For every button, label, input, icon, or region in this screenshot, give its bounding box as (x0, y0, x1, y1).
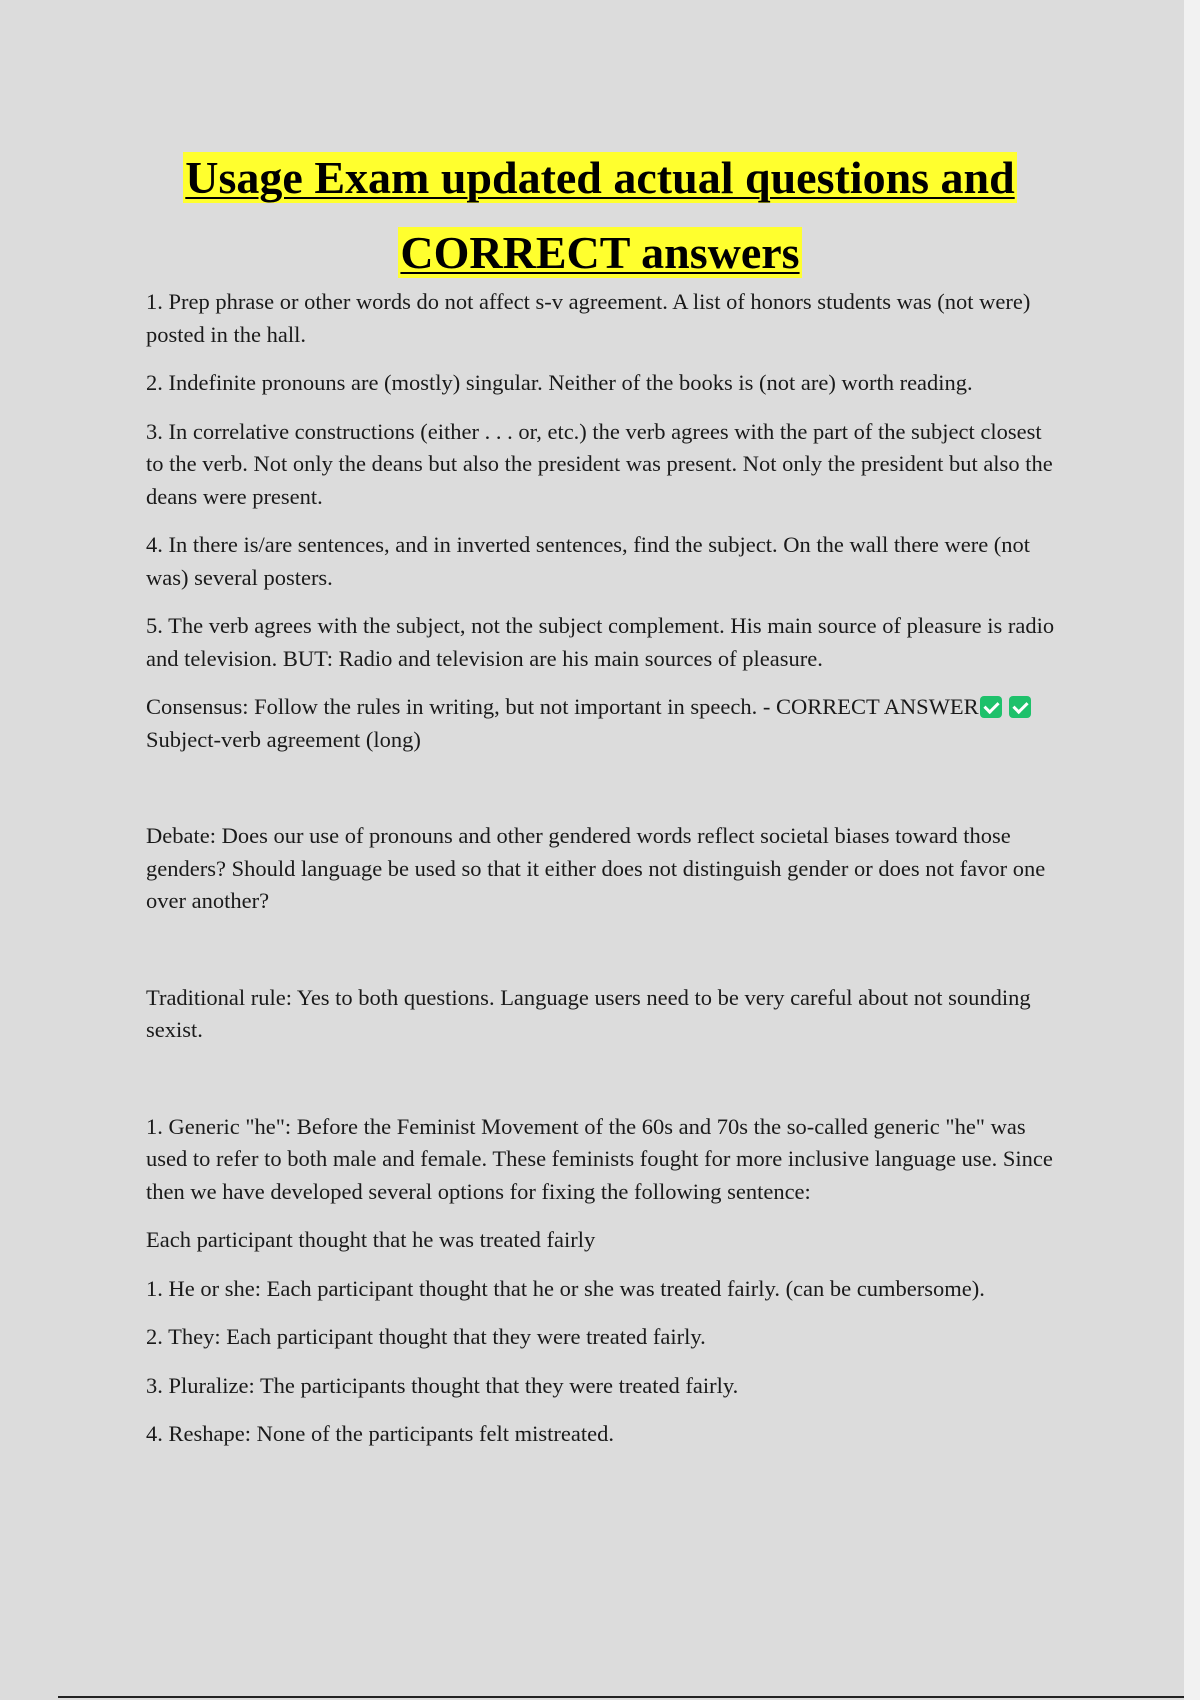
option-1: 1. He or she: Each participant thought that he or she was treated fairly. (can be cumbersome). (146, 1275, 985, 1301)
spacer (146, 934, 1056, 982)
consensus-text: Consensus: Follow the rules in writing, but not important in speech. - CORRECT ANSWER (146, 694, 979, 719)
footer-divider (58, 1696, 1184, 1698)
option-2: 2. They: Each participant thought that they were treated fairly. (146, 1324, 706, 1349)
check-mark-icon (1009, 696, 1031, 718)
spacer (146, 772, 1056, 820)
sv-rule-4: 4. In there is/are sentences, and in inverted sentences, find the subject. On the wall there were (not was) several posters. (146, 532, 1031, 590)
traditional-rule-paragraph: Traditional rule: Yes to both questions. Language users need to be very careful about not sounding sexist. (146, 984, 1031, 1042)
sv-rule-3: 3. In correlative constructions (either . . . or, etc.) the verb agrees with the part of the subject closest to the verb. Not only the deans but also the president was present. Not only the president but also the deans were present. (146, 418, 1053, 509)
option-3: 3. Pluralize: The participants thought that they were treated fairly. (146, 1372, 739, 1398)
sv-rule-5: 5. The verb agrees with the subject, not the subject complement. His main source of pleasure is radio and television. BUT: Radio and television are his main sources of pleasure. (146, 613, 1055, 671)
generic-he-paragraph: 1. Generic "he": Before the Feminist Movement of the 60s and 70s the so-called generic "he" was used to refer to both male and female. These feminists fought for more inclusive language use. Since then we have developed several options for fixing the following sentence: (146, 1113, 1053, 1204)
check-mark-icon (980, 696, 1002, 718)
spacer (146, 1063, 1056, 1111)
document-body (146, 286, 1056, 1467)
consensus-paragraph (146, 691, 1056, 756)
debate-paragraph: Debate: Does our use of pronouns and other gendered words reflect societal biases toward those genders? Should language be used so that it either does not distinguish gender or does not favor one over another? (146, 823, 1046, 913)
document-title: Usage Exam updated actual questions and CORRECT answers (185, 152, 1015, 278)
option-4: 4. Reshape: None of the participants felt mistreated. (146, 1421, 614, 1446)
example-sentence: Each participant thought that he was treated fairly (146, 1227, 596, 1252)
title-block (100, 146, 1100, 296)
sv-rule-1: 1. Prep phrase or other words do not affect s-v agreement. A list of honors students was (not were) posted in the hall. (146, 289, 1031, 347)
answer-label: Subject-verb agreement (long) (146, 726, 421, 752)
sv-rule-2: 2. Indefinite pronouns are (mostly) singular. Neither of the books is (not are) worth reading. (146, 370, 973, 395)
